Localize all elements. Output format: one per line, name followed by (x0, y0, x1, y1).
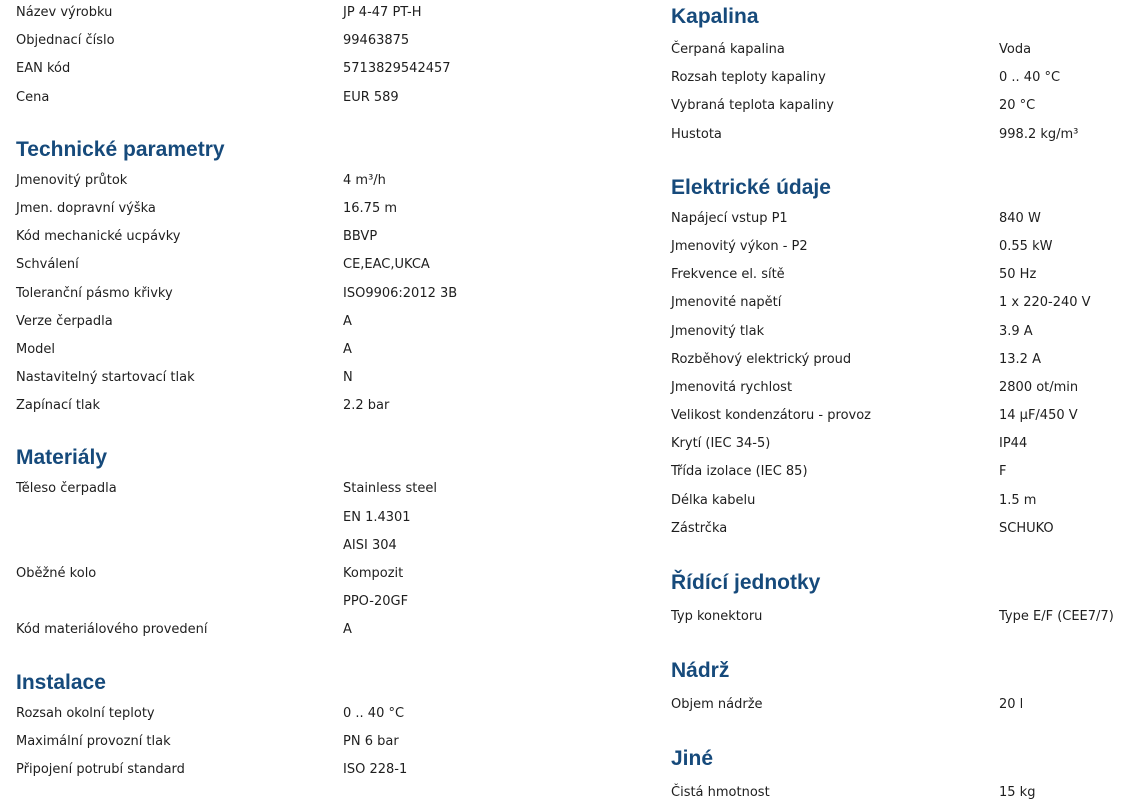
spec-label: Jmenovitá rychlost (671, 379, 793, 395)
product-info-section (16, 0, 576, 112)
spec-value: 0 .. 40 °C (343, 705, 405, 721)
spec-value: IP44 (999, 436, 1028, 452)
spec-row (671, 402, 1131, 430)
spec-value: A (343, 313, 352, 329)
right-column (671, 0, 1131, 808)
spec-value: 20 °C (999, 98, 1036, 114)
materials-section (16, 444, 576, 644)
spec-label: Rozsah okolní teploty (16, 705, 155, 721)
spec-label: Verze čerpadla (16, 313, 113, 329)
spec-label: Toleranční pásmo křivky (16, 285, 173, 301)
spec-row-ean (16, 55, 576, 83)
spec-label: Délka kabelu (671, 492, 756, 508)
liquid-section (671, 3, 1131, 149)
section-title-electrical: Elektrické údaje (671, 175, 831, 199)
spec-row (671, 487, 1131, 515)
spec-label: Schválení (16, 257, 79, 273)
spec-label: Model (16, 341, 56, 357)
spec-label: Název výrobku (16, 5, 113, 20)
electrical-section (671, 174, 1131, 543)
spec-row (671, 92, 1131, 120)
spec-row (671, 374, 1131, 402)
spec-row (16, 280, 576, 308)
spec-row (16, 475, 576, 503)
spec-row (16, 364, 576, 392)
spec-row (16, 195, 576, 223)
spec-value: 2800 ot/min (999, 379, 1079, 395)
spec-row (16, 223, 576, 251)
spec-value: PPO-20GF (343, 594, 409, 610)
spec-row (671, 430, 1131, 458)
tank-section (671, 657, 1131, 719)
spec-row (16, 756, 576, 784)
spec-value: 13.2 A (999, 351, 1041, 367)
spec-label: Kód materiálového provedení (16, 622, 208, 638)
section-title-other: Jiné (671, 747, 714, 771)
section-title-tank: Nádrž (671, 659, 730, 683)
spec-row (671, 346, 1131, 374)
spec-value: 1.5 m (999, 492, 1037, 508)
spec-label: Těleso čerpadla (16, 481, 117, 497)
spec-value: JP 4-47 PT-H (343, 5, 422, 20)
spec-label: Oběžné kolo (16, 566, 97, 581)
spec-value: CE,EAC,UKCA (343, 257, 430, 273)
spec-value: ISO 228-1 (343, 761, 408, 777)
spec-label: Jmenovitý tlak (671, 323, 765, 339)
spec-label: Čistá hmotnost (671, 785, 770, 801)
spec-row (16, 251, 576, 279)
spec-label: Velikost kondenzátoru - provoz (671, 408, 871, 424)
spec-value: 998.2 kg/m³ (999, 126, 1079, 142)
spec-value: 840 W (999, 210, 1041, 226)
spec-row (671, 515, 1131, 543)
spec-value: F (999, 464, 1007, 480)
spec-label: Objednací číslo (16, 33, 115, 49)
spec-value: A (343, 341, 352, 357)
spec-label: Frekvence el. sítě (671, 267, 785, 283)
spec-value: 5713829542457 (343, 61, 451, 77)
spec-label: Napájecí vstup P1 (671, 210, 788, 226)
spec-row (16, 336, 576, 364)
spec-label: Cena (16, 89, 50, 105)
spec-label: Jmenovitý výkon - P2 (671, 238, 808, 254)
spec-row (16, 532, 576, 560)
spec-value: ISO9906:2012 3B (343, 285, 458, 301)
spec-row (16, 392, 576, 420)
spec-label: Zapínací tlak (16, 398, 101, 414)
spec-row (671, 603, 1131, 631)
installation-section (16, 669, 576, 785)
section-title-control: Řídící jednotky (671, 571, 821, 594)
spec-label: Jmenovitý průtok (16, 172, 128, 188)
control-section (671, 569, 1131, 631)
spec-value: A (343, 622, 352, 638)
spec-value: SCHUKO (999, 520, 1054, 536)
left-column (16, 0, 576, 784)
spec-value: 16.75 m (343, 200, 398, 216)
spec-label: Hustota (671, 126, 722, 142)
spec-row (16, 167, 576, 195)
spec-label: Rozběhový elektrický proud (671, 351, 852, 367)
spec-value: 15 kg (999, 785, 1036, 801)
spec-row (16, 560, 576, 588)
spec-value: Type E/F (CEE7/7) (999, 609, 1114, 624)
spec-label: Kód mechanické ucpávky (16, 229, 181, 245)
spec-label: Třída izolace (IEC 85) (671, 464, 808, 480)
spec-row (671, 318, 1131, 346)
spec-value: 14 µF/450 V (999, 408, 1078, 424)
spec-row (16, 588, 576, 616)
section-title-liquid: Kapalina (671, 5, 759, 28)
spec-row (671, 121, 1131, 149)
spec-value: 0.55 kW (999, 238, 1053, 254)
spec-row (16, 308, 576, 336)
spec-row (671, 205, 1131, 233)
spec-value: N (343, 370, 353, 386)
section-title-technical: Technické parametry (16, 137, 225, 161)
spec-label: Maximální provozní tlak (16, 733, 171, 749)
spec-row (671, 458, 1131, 486)
spec-value: 1 x 220-240 V (999, 295, 1091, 311)
spec-row (16, 616, 576, 644)
other-section (671, 745, 1131, 807)
spec-row-product-name (16, 0, 576, 27)
spec-label: Rozsah teploty kapaliny (671, 70, 826, 86)
spec-label: Připojení potrubí standard (16, 761, 185, 777)
spec-value: Voda (999, 42, 1032, 57)
spec-value: 0 .. 40 °C (999, 70, 1061, 86)
spec-label: Nastavitelný startovací tlak (16, 370, 195, 386)
spec-row (16, 504, 576, 532)
spec-value: 20 l (999, 697, 1024, 713)
spec-label: EAN kód (16, 61, 71, 77)
spec-label: Zástrčka (671, 520, 728, 536)
spec-value: Kompozit (343, 566, 404, 581)
spec-value: 3.9 A (999, 323, 1033, 339)
spec-value: 99463875 (343, 33, 410, 49)
spec-row (671, 261, 1131, 289)
spec-label: Čerpaná kapalina (671, 42, 785, 57)
spec-value: EUR 589 (343, 89, 399, 105)
spec-row-price (16, 84, 576, 112)
spec-row (671, 289, 1131, 317)
spec-value: PN 6 bar (343, 733, 399, 749)
spec-row (16, 700, 576, 728)
spec-label: Vybraná teplota kapaliny (671, 98, 834, 114)
spec-label: Objem nádrže (671, 697, 763, 713)
spec-label: Typ konektoru (671, 609, 763, 624)
spec-value: 50 Hz (999, 267, 1037, 283)
spec-value: AISI 304 (343, 537, 397, 553)
section-title-installation: Instalace (16, 670, 106, 694)
section-title-materials: Materiály (16, 446, 108, 470)
spec-row (671, 233, 1131, 261)
spec-value: EN 1.4301 (343, 509, 411, 525)
spec-row (671, 779, 1131, 807)
spec-value: Stainless steel (343, 481, 437, 497)
spec-value: BBVP (343, 229, 378, 245)
spec-row (671, 691, 1131, 719)
spec-row (671, 64, 1131, 92)
spec-label: Krytí (IEC 34-5) (671, 436, 771, 452)
spec-row-order-number (16, 27, 576, 55)
spec-value: 4 m³/h (343, 172, 386, 188)
spec-row (16, 728, 576, 756)
spec-row (671, 36, 1131, 64)
spec-label: Jmen. dopravní výška (16, 200, 156, 216)
technical-section (16, 136, 576, 421)
spec-label: Jmenovité napětí (671, 295, 782, 311)
spec-value: 2.2 bar (343, 398, 390, 414)
